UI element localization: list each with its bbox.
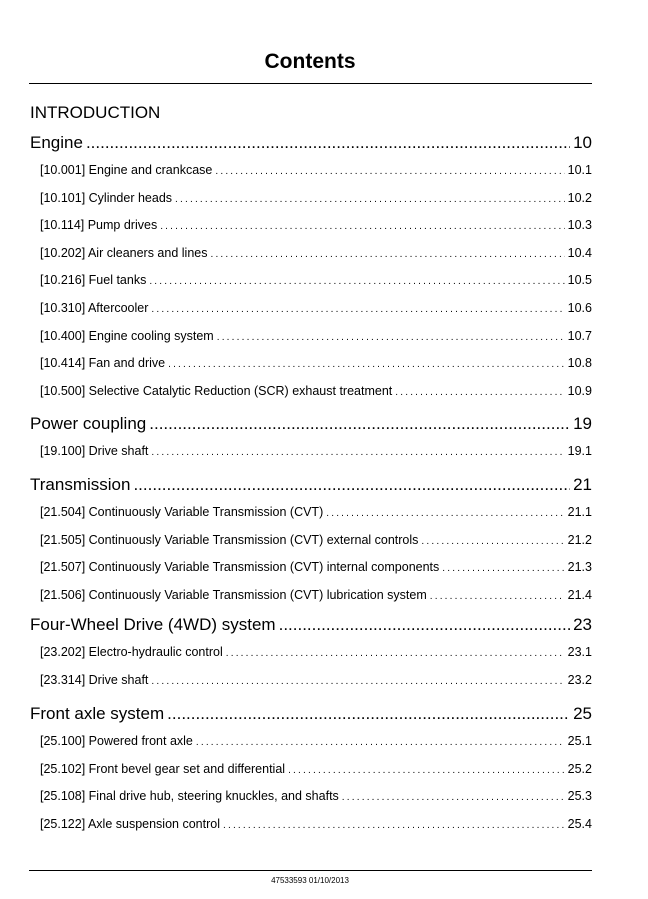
toc-section-row[interactable]: [30, 615, 592, 635]
toc-entry-label: [25.122] Axle suspension control: [40, 816, 220, 831]
toc-entry-row[interactable]: [40, 273, 592, 287]
dot-leader: [133, 475, 570, 495]
toc-entry-row[interactable]: [40, 163, 592, 177]
document-footer: 47533593 01/10/2013: [271, 876, 349, 885]
toc-entry-page: 10.5: [567, 273, 592, 288]
toc-entry-row[interactable]: [40, 560, 592, 574]
toc-entry-page: 21.4: [567, 587, 592, 602]
toc-entry-label: [21.506] Continuously Variable Transmission (CVT) lubrication system: [40, 587, 427, 602]
toc-section-page: 23: [573, 615, 592, 634]
toc-section-row[interactable]: [30, 475, 592, 495]
dot-leader: [160, 218, 564, 232]
dot-leader: [326, 505, 564, 519]
toc-entry-page: 23.2: [567, 672, 592, 687]
toc-entry-label: [25.102] Front bevel gear set and differential: [40, 761, 286, 776]
toc-entry-page: 10.9: [567, 383, 592, 398]
dot-leader: [175, 191, 565, 205]
toc-entry-row[interactable]: [40, 533, 592, 547]
toc-entry-row[interactable]: [40, 246, 592, 260]
toc-section-row[interactable]: [30, 133, 592, 153]
toc-entry-page: 10.8: [567, 356, 592, 371]
toc-entry-label: [10.400] Engine cooling system: [40, 328, 214, 343]
dot-leader: [226, 645, 565, 659]
dot-leader: [151, 673, 564, 687]
bottom-divider: [29, 870, 592, 871]
toc-entry-row[interactable]: [40, 734, 592, 748]
dot-leader: [168, 356, 565, 370]
toc-entry-row[interactable]: [40, 301, 592, 315]
toc-entry-page: 10.4: [567, 245, 592, 260]
dot-leader: [288, 762, 565, 776]
toc-entry-page: 21.1: [567, 505, 592, 519]
toc-entry-row[interactable]: [40, 673, 592, 687]
toc-entry-row[interactable]: [40, 645, 592, 659]
toc-section-page: 19: [573, 414, 592, 433]
toc-entry-label: [21.504] Continuously Variable Transmission (CVT): [40, 505, 324, 519]
toc-entry-label: [10.310] Aftercooler: [40, 301, 149, 315]
toc-section-page: 25: [573, 704, 592, 723]
toc-entry-row[interactable]: [40, 817, 592, 831]
toc-entry-page: 10.7: [567, 328, 592, 343]
toc-section-label: Engine: [30, 133, 83, 152]
toc-entry-page: 10.1: [567, 163, 592, 177]
toc-entry-page: 19.1: [567, 444, 592, 458]
toc-entry-label: [21.507] Continuously Variable Transmission (CVT) internal components: [40, 560, 440, 575]
dot-leader: [149, 414, 570, 434]
toc-entry-page: 10.3: [567, 218, 592, 233]
dot-leader: [151, 301, 564, 315]
dot-leader: [215, 163, 564, 177]
toc-entry-label: [10.101] Cylinder heads: [40, 190, 173, 205]
toc-entry-row[interactable]: [40, 191, 592, 205]
toc-section-page: 21: [573, 475, 592, 494]
toc-entry-page: 21.2: [567, 532, 592, 547]
toc-section-row[interactable]: [30, 704, 592, 724]
dot-leader: [167, 704, 570, 724]
dot-leader: [395, 384, 564, 398]
toc-entry-row[interactable]: [40, 505, 592, 519]
toc-entry-label: [10.114] Pump drives: [40, 218, 158, 233]
toc-entry-page: 21.3: [567, 560, 592, 575]
toc-entry-label: [21.505] Continuously Variable Transmission (CVT) external controls: [40, 532, 419, 547]
toc-entry-label: [10.001] Engine and crankcase: [40, 163, 213, 177]
dot-leader: [196, 734, 565, 748]
toc-section-label: Four-Wheel Drive (4WD) system: [30, 615, 276, 634]
toc-entry-page: 25.1: [567, 734, 592, 748]
toc-entry-row[interactable]: [40, 218, 592, 232]
toc-section-label: Power coupling: [30, 414, 147, 433]
toc-entry-page: 10.2: [567, 190, 592, 205]
dot-leader: [342, 789, 565, 803]
toc-entry-page: 25.4: [567, 816, 592, 831]
dot-leader: [442, 560, 564, 574]
dot-leader: [149, 273, 564, 287]
toc-entry-label: [23.314] Drive shaft: [40, 672, 149, 687]
top-divider: [29, 83, 592, 84]
toc-entry-row[interactable]: [40, 762, 592, 776]
introduction-link[interactable]: INTRODUCTION: [30, 103, 161, 122]
toc-entry-label: [10.202] Air cleaners and lines: [40, 245, 208, 260]
toc-entry-row[interactable]: [40, 444, 592, 458]
toc-section-row[interactable]: [30, 414, 592, 434]
dot-leader: [217, 329, 565, 343]
toc-entry-label: [25.100] Powered front axle: [40, 734, 193, 748]
toc-entry-label: [19.100] Drive shaft: [40, 444, 149, 458]
toc-entry-page: 25.2: [567, 761, 592, 776]
dot-leader: [223, 817, 565, 831]
toc-entry-label: [23.202] Electro-hydraulic control: [40, 645, 223, 659]
toc-entry-label: [10.216] Fuel tanks: [40, 273, 147, 288]
dot-leader: [151, 444, 564, 458]
toc-entry-page: 10.6: [567, 301, 592, 315]
toc-entry-page: 23.1: [567, 645, 592, 659]
toc-entry-label: [25.108] Final drive hub, steering knuckles, and shafts: [40, 789, 339, 804]
toc-entry-label: [10.500] Selective Catalytic Reduction (SCR) exhaust treatment: [40, 383, 393, 398]
toc-entry-page: 25.3: [567, 789, 592, 804]
toc-entry-row[interactable]: [40, 329, 592, 343]
dot-leader: [279, 615, 570, 635]
toc-entry-row[interactable]: [40, 588, 592, 602]
dot-leader: [430, 588, 565, 602]
toc-section-label: Transmission: [30, 475, 131, 494]
dot-leader: [210, 246, 564, 260]
toc-entry-label: [10.414] Fan and drive: [40, 356, 166, 371]
toc-section-page: 10: [573, 133, 592, 152]
dot-leader: [86, 133, 570, 153]
page-title: Contents: [264, 50, 356, 73]
toc-entry-row[interactable]: [40, 384, 592, 398]
toc-entry-row[interactable]: [40, 789, 592, 803]
dot-leader: [421, 533, 564, 547]
toc-section-label: Front axle system: [30, 704, 165, 723]
toc-entry-row[interactable]: [40, 356, 592, 370]
